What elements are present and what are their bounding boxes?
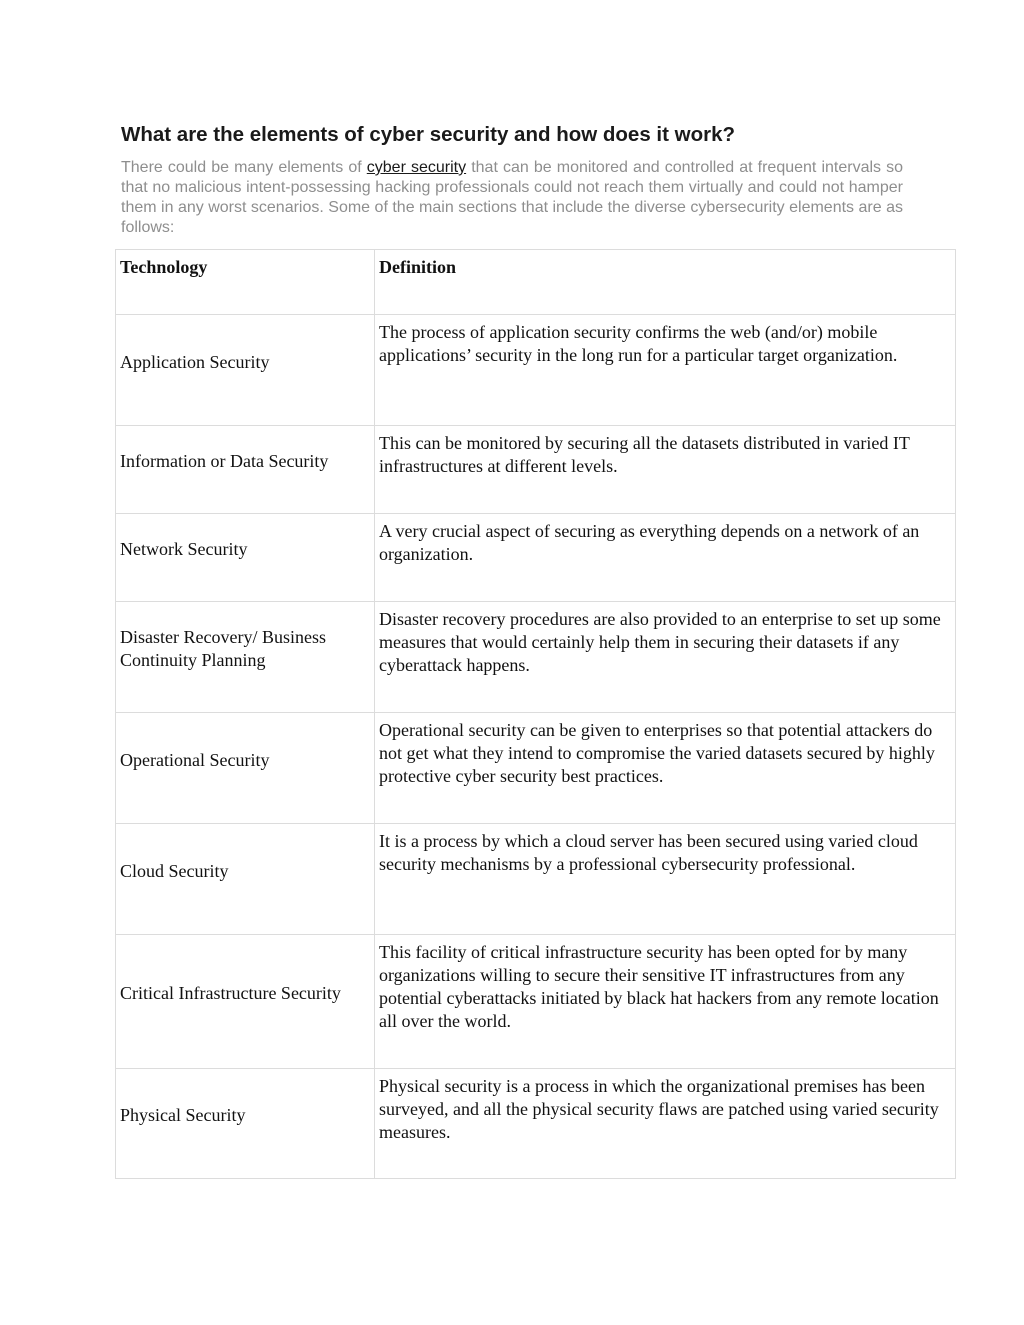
table-row	[116, 426, 956, 514]
table-row	[116, 713, 956, 824]
technology-cell: Operational Security	[116, 713, 375, 824]
intro-text-after-link: that can be monitored and controlled at frequent intervals so that no malicious intent-possessing hacking professionals could not reach them virtually and could not hamper them in any worst scenarios. Some of the main sections that include the diverse cybersecurity elements are as follows:	[121, 159, 904, 236]
definition-cell: Disaster recovery procedures are also provided to an enterprise to set up some measures that would certainly help them in securing their datasets if any cyberattack happens.	[375, 602, 956, 713]
table-row	[116, 602, 956, 713]
header-definition: Definition	[375, 250, 956, 315]
cyber-security-link[interactable]: cyber security	[366, 159, 467, 176]
definition-cell: The process of application security confirms the web (and/or) mobile applications’ security in the long run for a particular target organization.	[375, 315, 956, 426]
definition-cell: This facility of critical infrastructure security has been opted for by many organizations willing to secure their sensitive IT infrastructures from any potential cyberattacks initiated by black hat hackers from any remote location all over the world.	[375, 935, 956, 1069]
definition-cell: A very crucial aspect of securing as everything depends on a network of an organization.	[375, 514, 956, 602]
technology-cell: Cloud Security	[116, 824, 375, 935]
intro-text-before-link: There could be many elements of	[121, 159, 367, 176]
technology-cell: Information or Data Security	[116, 426, 375, 514]
definition-cell: Operational security can be given to enterprises so that potential attackers do not get what they intend to compromise the varied datasets secured by highly protective cyber security best practices.	[375, 713, 956, 824]
definition-cell: It is a process by which a cloud server has been secured using varied cloud security mechanisms by a professional cybersecurity professional.	[375, 824, 956, 935]
table-header-row	[116, 250, 956, 315]
header-technology: Technology	[116, 250, 375, 315]
definition-cell: Physical security is a process in which the organizational premises has been surveyed, and all the physical security flaws are patched using varied security measures.	[375, 1069, 956, 1179]
elements-table	[115, 249, 956, 1179]
table-row	[116, 935, 956, 1069]
intro-paragraph	[121, 158, 903, 238]
definition-cell: This can be monitored by securing all the datasets distributed in varied IT infrastructures at different levels.	[375, 426, 956, 514]
table-row	[116, 824, 956, 935]
technology-cell: Application Security	[116, 315, 375, 426]
technology-cell: Disaster Recovery/ Business Continuity Planning	[116, 602, 375, 713]
table-row	[116, 315, 956, 426]
technology-cell: Critical Infrastructure Security	[116, 935, 375, 1069]
page-title: What are the elements of cyber security and how does it work?	[121, 123, 736, 146]
technology-cell: Physical Security	[116, 1069, 375, 1179]
table-row	[116, 1069, 956, 1179]
technology-cell: Network Security	[116, 514, 375, 602]
table-row	[116, 514, 956, 602]
